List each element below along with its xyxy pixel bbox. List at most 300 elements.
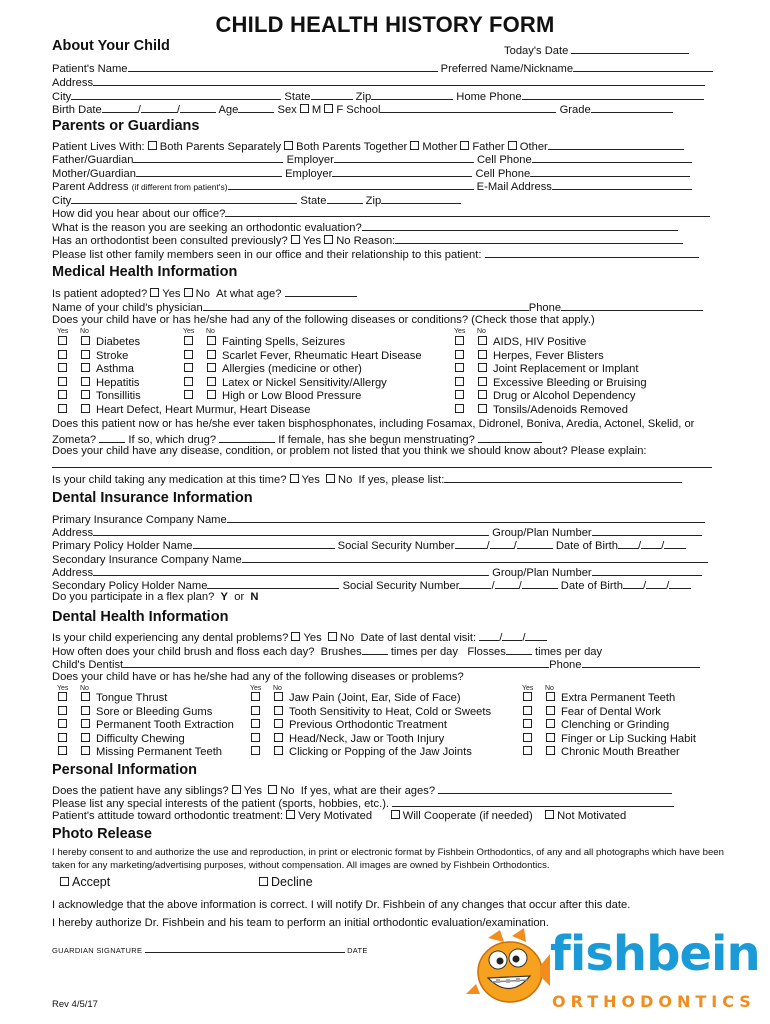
dental-no-checkbox[interactable] xyxy=(274,746,283,755)
dental-condition-row xyxy=(523,733,696,746)
dental-yes-checkbox[interactable] xyxy=(58,746,67,755)
dental-condition-label: Tongue Thrust xyxy=(96,692,168,704)
dental-yes-header-1: Yes xyxy=(57,685,69,692)
secondary-holder-field[interactable] xyxy=(207,578,339,589)
decline-checkbox[interactable] xyxy=(259,877,268,886)
grade-label: Grade xyxy=(559,104,591,116)
dental-yes-checkbox[interactable] xyxy=(523,706,532,715)
authorize-text: I hereby authorize Dr. Fishbein and his team to perform an initial orthodontic evaluation/examination. xyxy=(52,917,549,929)
medical-condition-label: Fainting Spells, Seizures xyxy=(222,336,346,348)
medical-no-checkbox[interactable] xyxy=(81,404,90,413)
parent-address-label: Parent Address xyxy=(52,181,129,193)
section-parents: Parents or Guardians xyxy=(52,118,200,134)
medical-condition-label: Allergies (medicine or other) xyxy=(222,363,362,375)
dental-condition-row xyxy=(58,706,212,719)
dental-problems-label: Is your child experiencing any dental problems? xyxy=(52,632,289,644)
consulted-no-checkbox[interactable] xyxy=(324,235,333,244)
physician-phone-field[interactable] xyxy=(561,300,703,311)
dental-condition-label: Chronic Mouth Breather xyxy=(561,746,680,758)
dental-condition-label: Previous Orthodontic Treatment xyxy=(289,719,447,731)
medical-condition-row xyxy=(455,363,639,376)
flosses-field[interactable] xyxy=(506,644,532,655)
dental-condition-label: Fear of Dental Work xyxy=(561,705,661,718)
father-cell-field[interactable] xyxy=(532,152,692,163)
dental-no-checkbox[interactable] xyxy=(546,692,555,701)
dental-no-checkbox[interactable] xyxy=(546,706,555,715)
med-no-header-1: No xyxy=(80,328,89,335)
medical-yes-checkbox[interactable] xyxy=(184,377,193,386)
dental-condition-label: Extra Permanent Teeth xyxy=(561,692,676,704)
medical-yes-checkbox[interactable] xyxy=(184,336,193,345)
medical-no-checkbox[interactable] xyxy=(478,336,487,345)
physician-row xyxy=(52,300,703,315)
primary-dob-3[interactable] xyxy=(664,538,686,549)
zip-label: Zip xyxy=(355,91,372,103)
medical-no-checkbox[interactable] xyxy=(207,350,216,359)
state-label: State xyxy=(284,91,311,103)
dental-condition-label: Clicking or Popping of the Jaw Joints xyxy=(289,746,472,758)
attitude-cooperate-label: Will Cooperate (if needed) xyxy=(402,810,533,822)
consulted-yes-checkbox[interactable] xyxy=(291,235,300,244)
guardian-signature-field[interactable] xyxy=(145,946,345,953)
hear-field[interactable] xyxy=(225,206,710,217)
opt-together-checkbox[interactable] xyxy=(284,141,293,150)
menstruating-label: If female, has she begun menstruating? xyxy=(278,434,475,446)
medication-label: Is your child taking any medication at this time? xyxy=(52,474,287,486)
other-disease-field[interactable] xyxy=(52,467,712,468)
dental-condition-label: Tooth Sensitivity to Heat, Cold or Sweets xyxy=(289,705,492,718)
other-field[interactable] xyxy=(548,139,684,150)
dental-condition-label: Sore or Bleeding Gums xyxy=(96,705,213,718)
primary-dob-1[interactable] xyxy=(618,538,638,549)
reason-field[interactable] xyxy=(362,220,678,231)
medical-condition-label: Herpes, Fever Blisters xyxy=(493,349,604,362)
medical-no-checkbox[interactable] xyxy=(207,363,216,372)
medical-yes-checkbox[interactable] xyxy=(455,363,464,372)
interests-field[interactable] xyxy=(392,796,674,807)
father-employer-field[interactable] xyxy=(334,152,474,163)
med-yes-header-3: Yes xyxy=(454,328,466,335)
mother-label: Mother/Guardian xyxy=(52,168,136,180)
age-field[interactable] xyxy=(238,102,274,113)
consulted-reason-field[interactable] xyxy=(395,233,683,244)
flex-label: Do you participate in a flex plan? xyxy=(52,591,215,603)
parent-address-row xyxy=(52,179,692,194)
dental-yes-checkbox[interactable] xyxy=(523,719,532,728)
medical-condition-label: Stroke xyxy=(96,349,129,362)
mother-employer-label: Employer xyxy=(285,168,333,180)
secondary-company-field[interactable] xyxy=(242,552,708,563)
secondary-dob-3[interactable] xyxy=(669,578,691,589)
revision-label: Rev 4/5/17 xyxy=(52,999,98,1010)
dentist-phone-field[interactable] xyxy=(582,657,700,668)
adopted-no-checkbox[interactable] xyxy=(184,288,193,297)
primary-dob-2[interactable] xyxy=(641,538,661,549)
opt-mother-label: Mother xyxy=(422,141,458,153)
attitude-not-motivated-checkbox[interactable] xyxy=(545,810,554,819)
medical-no-checkbox[interactable] xyxy=(81,377,90,386)
medical-yes-checkbox[interactable] xyxy=(58,404,67,413)
dental-no-checkbox[interactable] xyxy=(274,733,283,742)
consulted-yes-label: Yes xyxy=(302,235,322,247)
medical-condition-row xyxy=(58,377,140,390)
siblings-no-label: No xyxy=(280,785,295,797)
accept-label: Accept xyxy=(72,875,111,889)
attitude-cooperate-checkbox[interactable] xyxy=(391,810,400,819)
primary-ssn-label: Social Security Number xyxy=(337,540,455,552)
medical-no-checkbox[interactable] xyxy=(478,377,487,386)
state-field[interactable] xyxy=(311,89,353,100)
bisphos-line-1: Does this patient now or has he/she ever taken bisphosphonates, including Fosamax, Didronel, Boniva, Aredia, Actonel, Skelid, or xyxy=(52,418,695,430)
med-yes-header-1: Yes xyxy=(57,328,69,335)
dental-yes-checkbox[interactable] xyxy=(58,706,67,715)
consulted-label: Has an orthodontist been consulted previously? xyxy=(52,235,288,247)
birth-month-field[interactable] xyxy=(102,102,138,113)
acknowledge-text: I acknowledge that the above information is correct. I will notify Dr. Fishbein of any changes that occur after this date. xyxy=(52,899,631,911)
father-cell-label: Cell Phone xyxy=(476,154,532,166)
what-age-field[interactable] xyxy=(285,286,357,297)
primary-ssn-3[interactable] xyxy=(517,538,553,549)
secondary-ssn-3[interactable] xyxy=(522,578,558,589)
sex-m-checkbox[interactable] xyxy=(300,104,309,113)
home-phone-label: Home Phone xyxy=(456,91,522,103)
dental-yes-checkbox[interactable] xyxy=(523,692,532,701)
parent-state-field[interactable] xyxy=(327,193,363,204)
med-no-header-2: No xyxy=(206,328,215,335)
primary-ssn-2[interactable] xyxy=(490,538,514,549)
decline-option[interactable] xyxy=(259,875,313,889)
adopted-no-label: No xyxy=(195,288,210,300)
medical-yes-checkbox[interactable] xyxy=(455,377,464,386)
secondary-address-label: Address xyxy=(52,567,94,579)
siblings-no-checkbox[interactable] xyxy=(268,785,277,794)
medical-no-checkbox[interactable] xyxy=(207,336,216,345)
secondary-dob-1[interactable] xyxy=(623,578,643,589)
siblings-label: Does the patient have any siblings? xyxy=(52,785,229,797)
medical-yes-checkbox[interactable] xyxy=(455,336,464,345)
attitude-motivated-label: Very Motivated xyxy=(298,810,373,822)
physician-phone-label: Phone xyxy=(528,302,562,314)
medical-yes-checkbox[interactable] xyxy=(455,390,464,399)
primary-holder-field[interactable] xyxy=(193,538,335,549)
preferred-name-label: Preferred Name/Nickname xyxy=(440,63,574,75)
photo-release-text: I hereby consent to and authorize the use and reproduction, in print or electronic format by Fishbein Orthodontics, of any and all photographs which have been taken for any marketing/advertising purposes, without compensation. All images are owned by Fishbein Orthodontics. xyxy=(52,847,724,871)
menstruating-field[interactable] xyxy=(478,432,542,443)
secondary-address-field[interactable] xyxy=(93,565,489,576)
medical-no-checkbox[interactable] xyxy=(81,390,90,399)
dental-problems-row: Is your child experiencing any dental problems? Yes No Date of last dental visit: / / xyxy=(52,630,547,645)
dental-yes-checkbox[interactable] xyxy=(58,719,67,728)
medical-no-checkbox[interactable] xyxy=(207,377,216,386)
medical-condition-row xyxy=(184,363,362,376)
todays-date-field[interactable] xyxy=(504,43,689,57)
family-label: Please list other family members seen in our office and their relationship to this patient: xyxy=(52,249,482,261)
medical-yes-checkbox[interactable] xyxy=(58,390,67,399)
adopted-row xyxy=(52,286,357,301)
physician-field[interactable] xyxy=(203,300,529,311)
primary-company-field[interactable] xyxy=(227,512,705,523)
medical-no-checkbox[interactable] xyxy=(478,350,487,359)
dental-no-checkbox[interactable] xyxy=(546,719,555,728)
medical-yes-checkbox[interactable] xyxy=(58,350,67,359)
secondary-group-label: Group/Plan Number xyxy=(492,567,592,579)
flex-no-option[interactable]: N xyxy=(250,591,259,603)
medical-yes-checkbox[interactable] xyxy=(455,404,464,413)
dentist-label: Child's Dentist xyxy=(52,659,124,671)
attitude-motivated-checkbox[interactable] xyxy=(286,810,295,819)
school-field[interactable] xyxy=(380,102,556,113)
adopted-yes-label: Yes xyxy=(162,288,181,300)
medical-condition-row xyxy=(184,390,361,403)
medication-list-field[interactable] xyxy=(444,472,682,483)
attitude-label: Patient's attitude toward orthodontic treatment: xyxy=(52,810,283,822)
dental-condition-row xyxy=(251,719,447,732)
dental-no-checkbox[interactable] xyxy=(546,746,555,755)
medical-yes-checkbox[interactable] xyxy=(58,336,67,345)
dental-no-checkbox[interactable] xyxy=(546,733,555,742)
address-field[interactable] xyxy=(93,75,705,86)
home-phone-field[interactable] xyxy=(522,89,704,100)
dental-no-checkbox[interactable] xyxy=(81,719,90,728)
medical-yes-checkbox[interactable] xyxy=(184,390,193,399)
birth-day-field[interactable] xyxy=(141,102,177,113)
medical-no-checkbox[interactable] xyxy=(478,390,487,399)
primary-address-label: Address xyxy=(52,527,94,539)
what-age-label: At what age? xyxy=(216,288,282,300)
hear-row xyxy=(52,206,710,221)
diseases-question: Does your child have or has he/she had any of the following diseases or conditions? (Check those that apply.) xyxy=(52,314,595,326)
secondary-ssn-2[interactable] xyxy=(495,578,519,589)
primary-address-field[interactable] xyxy=(93,525,489,536)
grade-field[interactable] xyxy=(591,102,673,113)
medical-condition-row xyxy=(58,404,311,417)
medical-condition-row xyxy=(455,404,628,417)
dental-no-checkbox[interactable] xyxy=(81,692,90,701)
medical-condition-row xyxy=(455,336,586,349)
dental-no-checkbox[interactable] xyxy=(274,692,283,701)
last-visit-1[interactable] xyxy=(479,630,499,641)
opt-other-checkbox[interactable] xyxy=(508,141,517,150)
parent-city-field[interactable] xyxy=(71,193,297,204)
medical-yes-checkbox[interactable] xyxy=(455,350,464,359)
address-row xyxy=(52,75,705,90)
sex-label: Sex xyxy=(277,104,297,116)
accept-checkbox[interactable] xyxy=(60,877,69,886)
secondary-dob-2[interactable] xyxy=(646,578,666,589)
patients-name-row xyxy=(52,61,713,76)
parent-address-note: (if different from patient's) xyxy=(131,182,228,192)
mother-cell-label: Cell Phone xyxy=(475,168,531,180)
primary-group-field[interactable] xyxy=(592,525,702,536)
opt-together-label: Both Parents Together xyxy=(296,141,408,153)
medical-condition-row xyxy=(455,377,647,390)
primary-group-label: Group/Plan Number xyxy=(492,527,592,539)
zometa-field[interactable] xyxy=(99,432,125,443)
opt-separately-checkbox[interactable] xyxy=(148,141,157,150)
preferred-name-field[interactable] xyxy=(573,61,713,72)
parent-zip-field[interactable] xyxy=(381,193,461,204)
dental-problems-yes-checkbox[interactable] xyxy=(291,632,300,641)
flex-yes-option[interactable]: Y xyxy=(220,591,229,603)
flosses-times-label: times per day xyxy=(534,646,603,658)
dental-condition-row xyxy=(251,733,444,746)
dental-no-checkbox[interactable] xyxy=(81,746,90,755)
brushes-label: Brushes xyxy=(320,646,362,658)
dental-condition-label: Permanent Tooth Extraction xyxy=(96,719,234,731)
attitude-not-motivated-label: Not Motivated xyxy=(557,810,627,822)
dental-condition-row xyxy=(251,706,491,719)
city-field[interactable] xyxy=(71,89,281,100)
opt-father-label: Father xyxy=(472,141,505,153)
sibling-ages-field[interactable] xyxy=(438,783,672,794)
dental-condition-row xyxy=(58,733,185,746)
family-row xyxy=(52,247,699,262)
form-title: CHILD HEALTH HISTORY FORM xyxy=(215,12,555,37)
medical-condition-row xyxy=(184,336,345,349)
dental-condition-label: Finger or Lip Sucking Habit xyxy=(561,732,696,745)
dental-condition-row xyxy=(523,746,680,759)
dental-condition-label: Clenching or Grinding xyxy=(561,719,670,731)
accept-option[interactable] xyxy=(60,875,110,889)
last-visit-2[interactable] xyxy=(502,630,522,641)
which-drug-field[interactable] xyxy=(219,432,275,443)
dental-yes-checkbox[interactable] xyxy=(523,733,532,742)
dental-yes-checkbox[interactable] xyxy=(251,706,260,715)
birth-year-field[interactable] xyxy=(180,102,216,113)
mother-employer-field[interactable] xyxy=(332,166,472,177)
patients-name-field[interactable] xyxy=(128,61,438,72)
primary-ssn-1[interactable] xyxy=(455,538,487,549)
medical-condition-label: Hepatitis xyxy=(96,376,140,389)
dentist-phone-label: Phone xyxy=(549,659,582,671)
flosses-label: Flosses xyxy=(467,646,506,658)
zip-field[interactable] xyxy=(371,89,453,100)
todays-date-label: Today's Date xyxy=(504,45,569,57)
secondary-group-field[interactable] xyxy=(592,565,702,576)
dental-no-header-3: No xyxy=(545,685,554,692)
attitude-row xyxy=(52,810,626,823)
medical-condition-label: Latex or Nickel Sensitivity/Allergy xyxy=(222,376,387,389)
dental-yes-checkbox[interactable] xyxy=(251,692,260,701)
sibling-ages-label: If yes, what are their ages? xyxy=(300,785,436,797)
dental-no-checkbox[interactable] xyxy=(274,719,283,728)
fish-mascot-icon xyxy=(466,928,550,1012)
city-label: City xyxy=(52,91,72,103)
dental-problems-no-checkbox[interactable] xyxy=(328,632,337,641)
parent-zip-label: Zip xyxy=(365,195,382,207)
dental-condition-row xyxy=(58,692,167,705)
primary-company-label: Primary Insurance Company Name xyxy=(52,514,227,526)
last-visit-3[interactable] xyxy=(525,630,547,641)
medical-condition-label: Excessive Bleeding or Bruising xyxy=(493,376,647,389)
medical-yes-checkbox[interactable] xyxy=(184,363,193,372)
interests-label: Please list any special interests of the patient (sports, hobbies, etc.). xyxy=(52,798,390,810)
medical-condition-label: Asthma xyxy=(96,363,134,375)
interests-row xyxy=(52,796,674,811)
father-row xyxy=(52,152,692,167)
siblings-yes-checkbox[interactable] xyxy=(232,785,241,794)
signature-date-label: DATE xyxy=(347,946,368,955)
dental-yes-header-3: Yes xyxy=(522,685,534,692)
dental-no-checkbox[interactable] xyxy=(274,706,283,715)
medical-condition-label: High or Low Blood Pressure xyxy=(222,390,362,402)
medical-yes-checkbox[interactable] xyxy=(184,350,193,359)
opt-mother-checkbox[interactable] xyxy=(410,141,419,150)
email-label: E-Mail Address xyxy=(476,181,552,193)
dental-problems-no-label: No xyxy=(339,632,355,644)
opt-father-checkbox[interactable] xyxy=(460,141,469,150)
medical-no-checkbox[interactable] xyxy=(478,404,487,413)
hear-label: How did you hear about our office? xyxy=(52,208,226,220)
medical-condition-row xyxy=(184,350,422,363)
signature-row xyxy=(52,944,368,957)
reason-label: What is the reason you are seeking an orthodontic evaluation? xyxy=(52,222,362,234)
secondary-ssn-1[interactable] xyxy=(459,578,491,589)
zometa-label: Zometa? xyxy=(52,434,97,446)
address-label: Address xyxy=(52,77,94,89)
section-photo-release: Photo Release xyxy=(52,826,152,842)
brush-question: How often does your child brush and floss each day? xyxy=(52,646,315,658)
medical-yes-checkbox[interactable] xyxy=(58,377,67,386)
medical-no-checkbox[interactable] xyxy=(81,350,90,359)
opt-separately-label: Both Parents Separately xyxy=(159,141,282,153)
dental-yes-checkbox[interactable] xyxy=(523,746,532,755)
sex-f-checkbox[interactable] xyxy=(324,104,333,113)
father-field[interactable] xyxy=(133,152,283,163)
dental-no-header-2: No xyxy=(273,685,282,692)
medical-no-checkbox[interactable] xyxy=(81,363,90,372)
birth-date-label: Birth Date xyxy=(52,104,102,116)
medical-no-checkbox[interactable] xyxy=(478,363,487,372)
medical-no-checkbox[interactable] xyxy=(81,336,90,345)
med-no-header-3: No xyxy=(477,328,486,335)
adopted-yes-checkbox[interactable] xyxy=(150,288,159,297)
physician-label: Name of your child's physician xyxy=(52,302,203,314)
dentist-row xyxy=(52,657,700,672)
medical-no-checkbox[interactable] xyxy=(207,390,216,399)
dental-no-checkbox[interactable] xyxy=(81,706,90,715)
dental-no-header-1: No xyxy=(80,685,89,692)
dental-no-checkbox[interactable] xyxy=(81,733,90,742)
dentist-field[interactable] xyxy=(123,657,549,668)
guardian-signature-label: GUARDIAN SIGNATURE xyxy=(52,946,143,955)
email-field[interactable] xyxy=(552,179,692,190)
family-field[interactable] xyxy=(485,247,699,258)
dental-yes-checkbox[interactable] xyxy=(58,733,67,742)
medical-yes-checkbox[interactable] xyxy=(58,363,67,372)
dental-condition-row xyxy=(251,692,461,705)
dental-yes-checkbox[interactable] xyxy=(251,746,260,755)
dental-yes-checkbox[interactable] xyxy=(251,733,260,742)
mother-field[interactable] xyxy=(136,166,282,177)
dental-yes-checkbox[interactable] xyxy=(251,719,260,728)
brushes-field[interactable] xyxy=(362,644,388,655)
medication-no-checkbox[interactable] xyxy=(326,474,335,483)
parent-city-label: City xyxy=(52,195,72,207)
dental-yes-checkbox[interactable] xyxy=(58,692,67,701)
other-disease-label: Does your child have any disease, condition, or problem not listed that you think we should know about? Please explain: xyxy=(52,445,647,457)
logo-wordmark: fishbein xyxy=(550,926,760,982)
secondary-holder-label: Secondary Policy Holder Name xyxy=(52,580,208,592)
dental-condition-row xyxy=(523,706,661,719)
medication-yes-checkbox[interactable] xyxy=(290,474,299,483)
secondary-ssn-label: Social Security Number xyxy=(342,580,460,592)
dental-condition-label: Head/Neck, Jaw or Tooth Injury xyxy=(289,732,445,745)
parent-address-field[interactable] xyxy=(228,179,474,190)
secondary-holder-row: Secondary Policy Holder Name Social Security Number / / Date of Birth / / xyxy=(52,578,691,593)
fishbein-logo xyxy=(466,928,766,1016)
mother-cell-field[interactable] xyxy=(530,166,690,177)
